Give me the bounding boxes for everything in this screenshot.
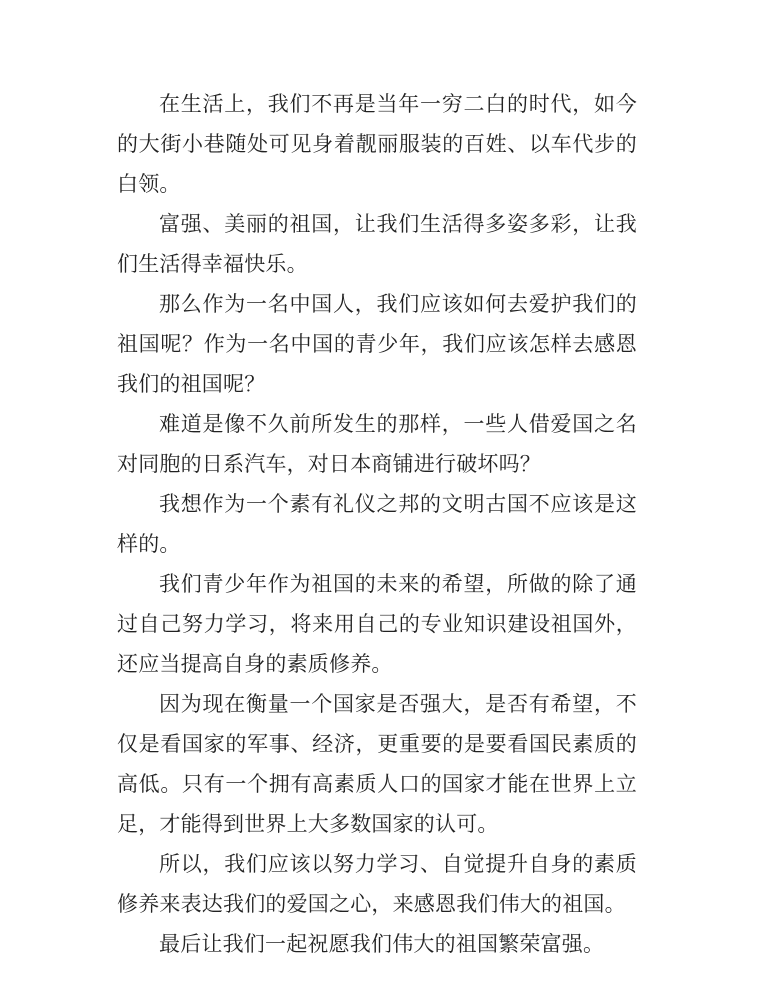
paragraph-8: 所以，我们应该以努力学习、自觉提升自身的素质修养来表达我们的爱国之心，来感恩我们伟大的祖国。: [117, 852, 637, 916]
paragraph-9: 最后让我们一起祝愿我们伟大的祖国繁荣富强。: [159, 932, 605, 956]
paragraph-2: 富强、美丽的祖国，让我们生活得多姿多彩，让我们生活得幸福快乐。: [117, 212, 637, 276]
paragraph-7: 因为现在衡量一个国家是否强大，是否有希望，不仅是看国家的军事、经济，更重要的是要看国民素质的高低。只有一个拥有高素质人口的国家才能在世界上立足，才能得到世界上大多数国家的认可。: [117, 692, 637, 836]
paragraph-4: 难道是像不久前所发生的那样，一些人借爱国之名对同胞的日系汽车，对日本商铺进行破坏吗？: [117, 412, 637, 476]
paragraph-5: 我想作为一个素有礼仪之邦的文明古国不应该是这样的。: [117, 492, 637, 556]
paragraph-3: 那么作为一名中国人，我们应该如何去爱护我们的祖国呢？作为一名中国的青少年，我们应该怎样去感恩我们的祖国呢？: [117, 292, 637, 396]
document-page: [117, 84, 637, 964]
paragraph-6: 我们青少年作为祖国的未来的希望，所做的除了通过自己努力学习，将来用自己的专业知识建设祖国外，还应当提高自身的素质修养。: [117, 572, 637, 676]
paragraph-1: 在生活上，我们不再是当年一穷二白的时代，如今的大街小巷随处可见身着靓丽服装的百姓、以车代步的白领。: [117, 92, 637, 196]
